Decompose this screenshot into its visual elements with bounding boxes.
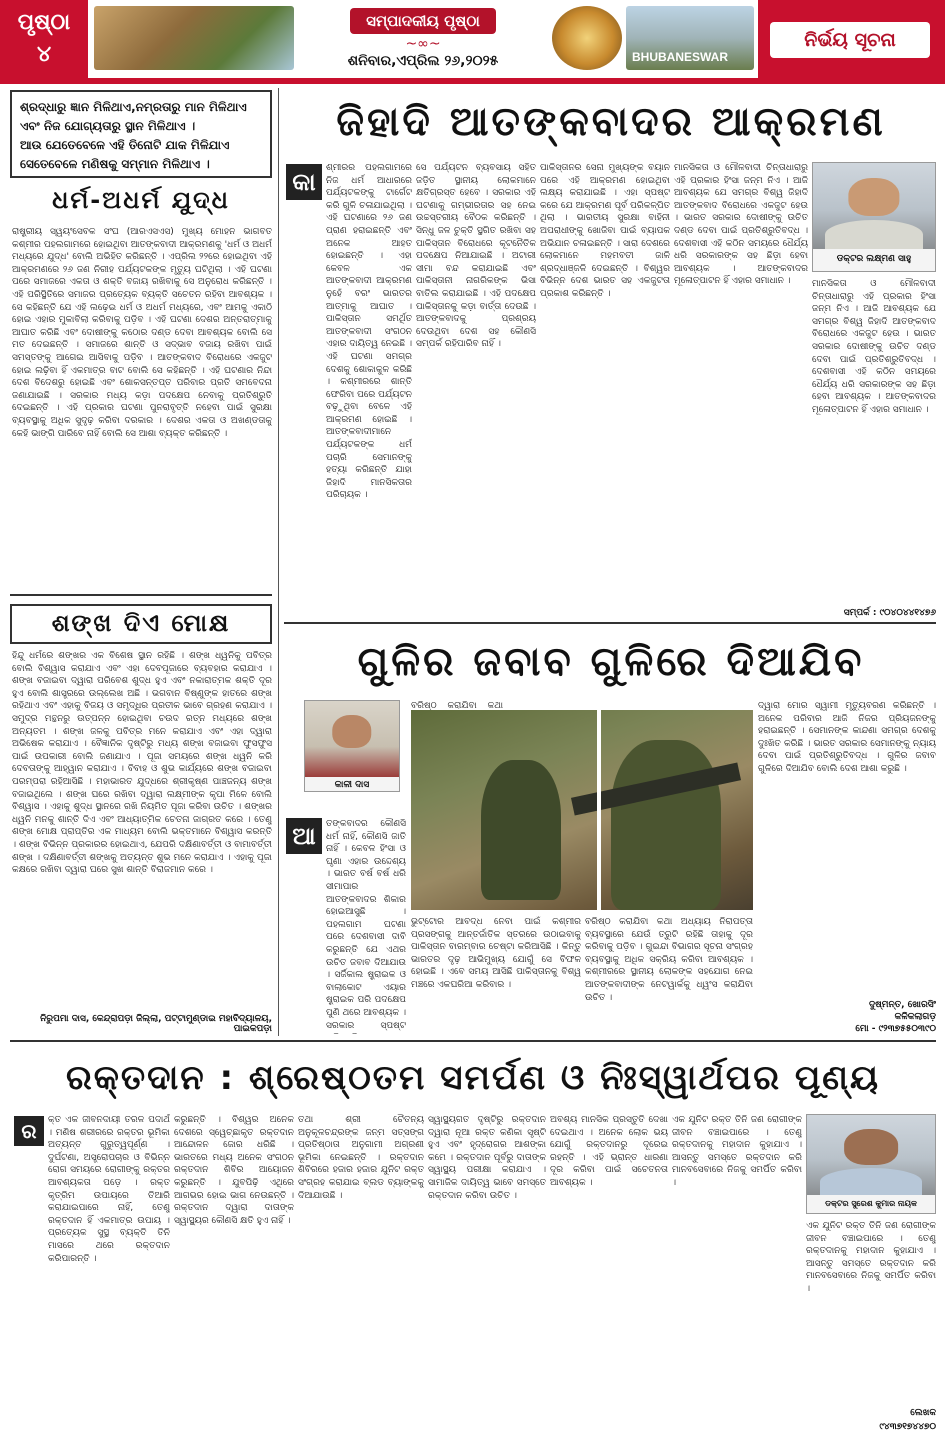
dharma-heading: ଧର୍ମ-ଅଧର୍ମ ଯୁଦ୍ଧ: [52, 186, 230, 214]
article3-col2: କରୁଛନ୍ତି । ବିଶ୍ୱର ଅନେକ ଦେଶରେ ସ୍ୱେଚ୍ଛାକୃତ ରକ୍ତଦାନ ଆନ୍ଦୋଳନ ଜୋର ଧରିଛି । ଭାରତରେ ମଧ୍ୟ ଅନେକ ସଂଗଠନ ରକ୍ତଦାନ ଶିବିର ଆୟୋଜନ କରୁଛନ୍ତି । ଯୁବପିଢ଼ି ଏଥିରେ ଆଗଭର ହୋଇ ଭାଗ ନେଉଛନ୍ତି । ରକ୍ତଦାନ ଦ୍ୱାରା ଦାତାଙ୍କ ସ୍ୱାସ୍ଥ୍ୟର କୌଣସି କ୍ଷତି ହୁଏ ନାହିଁ ।: [174, 1115, 294, 1226]
article3-col5: ଅବଶ୍ୟ ମାନସିକ ପ୍ରସ୍ତୁତି ଦେଖା ଦେଇଥାଏ । ଅନେକ ଲୋକ ଭୟ ଯୋଗୁଁ ରକ୍ତଦାନରୁ ଦୂରେଇ ରହନ୍ତି । ଏହି ଭ୍ରାନ୍ତ ଧାରଣା ଦୂର କରିବା ପାଇଁ ସଚେତନତା ଆବଶ୍ୟକ ।: [550, 1115, 668, 1188]
article3-col6: ଏକ ଯୁନିଟ ରକ୍ତ ତିନି ଜଣ ରୋଗୀଙ୍କ ଜୀବନ ବଞ୍ଚାଇପାରେ । ତେଣୁ ରକ୍ତଦାନକୁ ମହାଦାନ କୁହାଯାଏ । ଆସନ୍ତୁ ସମସ୍ତେ ରକ୍ତଦାନ କରି ମାନବସେବାରେ ନିଜକୁ ସମର୍ପିତ କରିବା ।: [672, 1115, 802, 1188]
header-image-city: [626, 6, 754, 70]
left-divider: [10, 594, 272, 596]
quote-line: ସେତେବେଳେ ମଣିଷକୁ ସମ୍ମାନ ମିଳିଥାଏ ।: [20, 157, 210, 171]
article2-photo: [411, 710, 753, 910]
article2-col3b: ବରିଷ୍ଠ କରାଯିବା କଥା ଅଧ୍ୟାୟ ନିରାପତ୍ତା ବ୍ୟବସ୍ଥାରେ ଯେଉଁ ତ୍ରୁଟି ରହିଛି ତାହାକୁ ଦୂର କରିବାକୁ ପଡ଼ିବ । ଗୁଇନ୍ଦା ବିଭାଗର ସୂଚନା ସଂଗ୍ରହ ବ୍ୟବସ୍ଥାକୁ ଅଧିକ ସକ୍ରିୟ କରିବା ଆବଶ୍ୟକ । କଶ୍ମୀରରେ ସ୍ଥାନୀୟ ଲୋକଙ୍କ ସହଯୋଗ ନେଇ ଆତଙ୍କବାଦୀଙ୍କ ନେଟୱାର୍କକୁ ଧ୍ୱଂସ କରାଯିବା ଉଚିତ ।: [585, 917, 753, 1003]
article1-col2: ସେ ପର୍ଯ୍ୟଟନ ବ୍ୟବସାୟ ସହିତ ଜଡ଼ିତ ସ୍ଥାନୀୟ ଲୋକମାନେ କ୍ଷତିଗ୍ରସ୍ତ ହେବେ । ସରକାର ଏହି ଘଟଣାକୁ ଗମ୍ଭୀରତାର ସହ ନେଇ ଉଚ୍ଚସ୍ତରୀୟ ବୈଠକ କରିଛନ୍ତି । ସିନ୍ଧୁ ଜଳ ଚୁକ୍ତି ସ୍ଥଗିତ ରଖିବା ସହ ପାକିସ୍ତାନ ବିରୋଧରେ କୂଟନୈତିକ ପଦକ୍ଷେପ ନିଆଯାଇଛି । ଅଟାରୀ ସୀମା ବନ୍ଦ କରାଯାଇଛି ଏବଂ ପାକିସ୍ତାନୀ ନାଗରିକଙ୍କ ଭିସା ବାତିଲ କରାଯାଇଛି । ଏହି ପଦକ୍ଷେପ ପାକିସ୍ତାନକୁ କଡ଼ା ବାର୍ତ୍ତା ଦେଉଛି । ଆତଙ୍କବାଦକୁ ପ୍ରଶ୍ରୟ ଦେଉଥିବା ଦେଶ ସହ କୌଣସି ସମ୍ପର୍କ ରହିପାରିବ ନାହିଁ ।: [416, 163, 536, 350]
article1-col3: ପାକିସ୍ତାନର ସେନା ମୁଖ୍ୟଙ୍କ ବୟାନ ପରେ ଏହି ଆକ୍ରମଣ ହୋଇଥିବା ଲକ୍ଷ୍ୟ କରାଯାଇଛି । ଏହା ସ୍ପଷ୍ଟ କରେ ଯେ ଆକ୍ରମଣ ପୂର୍ବ ପରିକଳ୍ପିତ ଥିଲା । ଭାରତୀୟ ସୁରକ୍ଷା ବାହିନୀ ଅପରାଧୀଙ୍କୁ ଖୋଜିବା ପାଇଁ ବ୍ୟାପକ ଅଭିଯାନ ଚଳାଇଛନ୍ତି । ସାରା ଦେଶରେ ଲୋକମାନେ ମହମବତୀ ଜାଳି ଶ୍ରଦ୍ଧାଞ୍ଜଳି ଦେଇଛନ୍ତି । ବିଶ୍ୱର ବିଭିନ୍ନ ଦେଶ ଭାରତ ସହ ଏକଜୁଟତା ପ୍ରକାଶ କରିଛନ୍ତି ।: [540, 163, 670, 299]
article3-col4: ସ୍ୱାସ୍ଥ୍ୟଗତ ଦୃଷ୍ଟିରୁ ରକ୍ତଦାନ ଦ୍ୱାରା ନୂଆ ରକ୍ତ କଣିକା ସୃଷ୍ଟି ହୁଏ ଏବଂ ହୃଦ୍‌ରୋଗର ଆଶଙ୍କା କମେ । ରକ୍ତଦାନ ପୂର୍ବରୁ ଦାତାଙ୍କ ସ୍ୱାସ୍ଥ୍ୟ ପରୀକ୍ଷା କରାଯାଏ । ସାମାଜିକ ଦାୟିତ୍ୱ ଭାବେ ସମସ୍ତେ ରକ୍ତଦାନ କରିବା ଉଚିତ ।: [428, 1115, 546, 1201]
article3-col3: ତଥା ଶ୍ରୀ ଚୈତନ୍ୟ ଅନୁକୂଳଚନ୍ଦ୍ରଙ୍କ ଜନ୍ମ ସତ୍ସଙ୍ଗ ପ୍ରତିଷ୍ଠାତା ଅନୁଗାମୀ ଅଗ୍ରଣୀ ଭୂମିକା ନେଇଛନ୍ତି । ରକ୍ତଦାନ ଶିବିରରେ ହଜାର ହଜାର ଯୁନିଟ ରକ୍ତ ସଂଗ୍ରହ କରାଯାଇ ବ୍ଲଡ ବ୍ୟାଙ୍କକୁ ଦିଆଯାଉଛି ।: [298, 1115, 424, 1201]
article1-col5: ମାନସିକତା ଓ ମୌଳବାଦୀ ଚିନ୍ତାଧାରାରୁ ଏହି ପ୍ରକାର ହିଂସା ଜନ୍ମ ନିଏ । ଆଜି ଆବଶ୍ୟକ ଯେ ସମଗ୍ର ବିଶ୍ୱ ଜିହାଦି ଆତଙ୍କବାଦ ବିରୋଧରେ ଏକଜୁଟ ହେଉ । ଭାରତ ସରକାର ଦୋଷୀଙ୍କୁ ଉଚିତ ଦଣ୍ଡ ଦେବା ପାଇଁ ପ୍ରତିଶ୍ରୁତିବଦ୍ଧ । ଦେଶବାସୀ ଏହି କଠିନ ସମୟରେ ଧୈର୍ଯ୍ୟ ଧରି ସରକାରଙ୍କ ସହ ଛିଡ଼ା ହେବା ଆବଶ୍ୟକ । ଆତଙ୍କବାଦର ମୂଳୋତ୍ପାଟନ ହିଁ ଏହାର ସମାଧାନ ।: [812, 279, 936, 415]
author-photo: [807, 1115, 935, 1195]
moksha-signature: ନିରୁପମା ଦାସ, କେନ୍ଦ୍ରାପଡ଼ା ଜିଲ୍ଲା, ପଟ୍ଟାମୁଣ୍ଡାଇ ମହାବିଦ୍ୟାଳୟ, ପାଇକପଡ଼ା: [40, 1014, 272, 1034]
article2-contact: ମୋ - ୯୨୩୭୫୫୦୩୯୦: [855, 1024, 936, 1034]
header-image-food: [552, 6, 622, 70]
article3-col1: କ୍ତ ଏକ ଜୀବନଦାୟୀ ତରଳ ପଦାର୍ଥ । ମଣିଷ ଶରୀରରେ ରକ୍ତର ଭୂମିକା ଅତ୍ୟନ୍ତ ଗୁରୁତ୍ୱପୂର୍ଣ୍ଣ । ଦୁର୍ଘଟଣା, ଅସ୍ତ୍ରୋପଚାର ଓ ବିଭିନ୍ନ ରୋଗ ସମୟରେ ରୋଗୀଙ୍କୁ ରକ୍ତର ଆବଶ୍ୟକତା ପଡ଼େ । ରକ୍ତ କୃତ୍ରିମ ଉପାୟରେ ତିଆରି କରାଯାଇପାରେ ନାହିଁ, ତେଣୁ ରକ୍ତଦାନ ହିଁ ଏକମାତ୍ର ଉପାୟ । ପ୍ରତ୍ୟେକ ସୁସ୍ଥ ବ୍ୟକ୍ତି ତିନି ମାସରେ ଥରେ ରକ୍ତଦାନ କରିପାରନ୍ତି ।: [48, 1115, 170, 1264]
moksha-heading: ଶଙ୍ଖ ଦିଏ ମୋକ୍ଷ: [10, 604, 272, 644]
article1-col4: ମାନସିକତା ଓ ମୌଳବାଦୀ ଚିନ୍ତାଧାରାରୁ ଏହି ପ୍ରକାର ହିଂସା ଜନ୍ମ ନିଏ । ଆଜି ଆବଶ୍ୟକ ଯେ ସମଗ୍ର ବିଶ୍ୱ ଜିହାଦି ଆତଙ୍କବାଦ ବିରୋଧରେ ଏକଜୁଟ ହେଉ । ଭାରତ ସରକାର ଦୋଷୀଙ୍କୁ ଉଚିତ ଦଣ୍ଡ ଦେବା ପାଇଁ ପ୍ରତିଶ୍ରୁତିବଦ୍ଧ । ଦେଶବାସୀ ଏହି କଠିନ ସମୟରେ ଧୈର୍ଯ୍ୟ ଧରି ସରକାରଙ୍କ ସହ ଛିଡ଼ା ହେବା ଆବଶ୍ୟକ । ଆତଙ୍କବାଦର ମୂଳୋତ୍ପାଟନ ହିଁ ଏହାର ସମାଧାନ ।: [674, 163, 808, 287]
article3-author-box: [806, 1114, 936, 1214]
brand-name: ନିର୍ଭୟ ସୂଚନା: [770, 22, 930, 58]
article-divider: [284, 622, 936, 624]
article1-col1: ଶ୍ମୀରର ପହଲଗାମରେ ନିଜ ଧର୍ମ ଆଧାରରେ ପର୍ଯ୍ୟଟକଙ୍କୁ ଟାର୍ଗେଟ କରି ଗୁଳି ଚଳାଯାଇଥିଲା । ଏହି ଘଟଣାରେ ୨୬ ଜଣ ପ୍ରାଣ ହରାଇଛନ୍ତି ଏବଂ ଅନେକ ଆହତ ହୋଇଛନ୍ତି । ଏହା କେବଳ ଏକ ଆତଙ୍କବାଦୀ ଆକ୍ରମଣ ନୁହେଁ ବରଂ ଭାରତର ଆତ୍ମାକୁ ଆଘାତ । ପାକିସ୍ତାନ ସମର୍ଥିତ ଆତଙ୍କବାଦୀ ସଂଗଠନ ଏହାର ଦାୟିତ୍ୱ ନେଇଛି । ଏହି ଘଟଣା ସମଗ୍ର ଦେଶକୁ ଶୋକାକୁଳ କରିଛି । କଶ୍ମୀରରେ ଶାନ୍ତି ଫେରିବା ପରେ ପର୍ଯ୍ୟଟନ ବଢ଼ୁଥିବା ବେଳେ ଏହି ଆକ୍ରମଣ ହୋଇଛି । ଆତଙ୍କବାଦୀମାନେ ପର୍ଯ୍ୟଟକଙ୍କ ଧର୍ମ ପଚାରି ସେମାନଙ୍କୁ ହତ୍ୟା କରିଛନ୍ତି ଯାହା ଜିହାଦି ମାନସିକତାର ପରିଚାୟକ ।: [326, 163, 412, 501]
author-name: ଡକ୍ଟର ସୁରେଶ କୁମାର ନାୟକ: [825, 1199, 917, 1208]
quote-line: ଏବଂ ନିଜ ଯୋଗ୍ୟତାରୁ ସ୍ଥାନ ମିଳିଥାଏ ।: [20, 119, 196, 133]
photo-caption: BHUBANESWAR: [632, 50, 728, 64]
article2-col4: ଦ୍ୱାରା ମୋର ସ୍ୱାମୀ ମୃତ୍ୟୁବରଣ କରିଛନ୍ତି । ଅନେକ ପରିବାର ଆଜି ନିଜର ପ୍ରିୟଜନଙ୍କୁ ହରାଇଛନ୍ତି । ସେମାନଙ୍କ କାନ୍ଦଣା ସମଗ୍ର ଦେଶକୁ ଦୁଃଖିତ କରିଛି । ଭାରତ ସରକାର ସେମାନଙ୍କୁ ନ୍ୟାୟ ଦେବା ପାଇଁ ପ୍ରତିଶ୍ରୁତିବଦ୍ଧ । ଗୁଳିର ଜବାବ ଗୁଳିରେ ଦିଆଯିବ ବୋଲି ଦେଶ ଆଶା କରୁଛି ।: [758, 701, 936, 774]
bottom-divider: [10, 1040, 936, 1042]
article2-author-box: [304, 700, 400, 792]
dharma-body: ରାଷ୍ଟ୍ରୀୟ ସ୍ୱୟଂସେବକ ସଂଘ (ଆରଏସଏସ) ମୁଖ୍ୟ ମୋହନ ଭାଗବତ କଶ୍ମୀର ପହଲଗାମରେ ହୋଇଥିବା ଆତଙ୍କବାଦୀ ଆକ୍ରମଣକୁ 'ଧର୍ମ ଓ ଅଧର୍ମ ମଧ୍ୟରେ ଯୁଦ୍ଧ' ବୋଲି ଅଭିହିତ କରିଛନ୍ତି । ଏପ୍ରିଲ ୨୨ରେ ହୋଇଥିବା ଏହି ଆକ୍ରମଣରେ ୨୬ ଜଣ ନିରୀହ ପର୍ଯ୍ୟଟକଙ୍କ ମୃତ୍ୟୁ ଘଟିଥିଲା । ଏହି ଘଟଣା ପରେ ସମାଜରେ ଏକତା ଓ ଶକ୍ତି ବଜାୟ ରଖିବାକୁ ସେ ଅନୁରୋଧ କରିଛନ୍ତି । ଏହି ପରିସ୍ଥିତିରେ ସମାଜର ପ୍ରତ୍ୟେକ ବ୍ୟକ୍ତି ସଚେତନ ରହିବା ଆବଶ୍ୟକ । ସେ କହିଛନ୍ତି ଯେ ଏହି ଲଢ଼େଇ ଧର୍ମ ଓ ଅଧର୍ମ ମଧ୍ୟରେ, ଏବଂ ଆମକୁ ଏକାଠି ହୋଇ ଏହାର ମୁକାବିଲା କରିବାକୁ ପଡ଼ିବ । ଏହି ଘଟଣା ଦେଶର ଅନ୍ତରାତ୍ମାକୁ ଆଘାତ କରିଛି ଏବଂ ଦୋଷୀଙ୍କୁ କଠୋର ଦଣ୍ଡ ଦେବା ଆବଶ୍ୟକ ବୋଲି ସେ ମତ ଦେଇଛନ୍ତି । ସମାଜରେ ଶାନ୍ତି ଓ ସଦ୍ଭାବ ବଜାୟ ରଖିବା ପାଇଁ ସମସ୍ତଙ୍କୁ ଆଗେଇ ଆସିବାକୁ ପଡ଼ିବ । ଆତଙ୍କବାଦ ବିରୋଧରେ ଏକଜୁଟ ହୋଇ ଲଢ଼ିବା ହିଁ ଏକମାତ୍ର ବାଟ ବୋଲି ସେ କହିଛନ୍ତି । ଏହି ଘଟଣାର ନିନ୍ଦା ଦେଶ ବିଦେଶରୁ ହୋଇଛି ଏବଂ ଶୋକସନ୍ତପ୍ତ ପରିବାର ପ୍ରତି ସମବେଦନା ଜଣାଯାଇଛି । ସରକାର ମଧ୍ୟ କଡ଼ା ପଦକ୍ଷେପ ନେବାକୁ ପ୍ରତିଶ୍ରୁତି ଦେଇଛନ୍ତି । ଏହି ପ୍ରକାର ଘଟଣା ପୁନରାବୃତ୍ତି ନହେବା ପାଇଁ ସୁରକ୍ଷା ବ୍ୟବସ୍ଥାକୁ ଅଧିକ ସୁଦୃଢ଼ କରିବା ଦରକାର । ଦେଶର ଏକତା ଓ ଅଖଣ୍ଡତାକୁ କେହି ଭାଙ୍ଗି ପାରିବେ ନାହିଁ ବୋଲି ସେ ଆଶା ବ୍ୟକ୍ତ କରିଛନ୍ତି ।: [12, 227, 272, 439]
quote-line: ଶ୍ରଦ୍ଧାରୁ ଜ୍ଞାନ ମିଳିଥାଏ,ନମ୍ରତାରୁ ମାନ ମିଳିଥାଏ: [20, 100, 247, 114]
article3-dropcap: ର: [14, 1116, 44, 1146]
article1-author-box: [812, 162, 936, 272]
article1-headline: ଜିହାଦି ଆତଙ୍କବାଦର ଆକ୍ରମଣ: [336, 99, 886, 145]
moksha-body: ହିନ୍ଦୁ ଧର୍ମରେ ଶଙ୍ଖର ଏକ ବିଶେଷ ସ୍ଥାନ ରହିଛି । ଶଙ୍ଖ ଧ୍ୱନିକୁ ପବିତ୍ର ବୋଲି ବିଶ୍ୱାସ କରାଯାଏ ଏବଂ ଏହା ଦେବପୂଜାରେ ବ୍ୟବହାର କରାଯାଏ । ଶଙ୍ଖ ବଜାଇବା ଦ୍ୱାରା ପରିବେଶ ଶୁଦ୍ଧ ହୁଏ ଏବଂ ନକାରାତ୍ମକ ଶକ୍ତି ଦୂର ହୁଏ ବୋଲି ଶାସ୍ତ୍ରରେ ଉଲ୍ଲେଖ ଅଛି । ଭଗବାନ ବିଷ୍ଣୁଙ୍କ ହାତରେ ଶଙ୍ଖ ରହିଥାଏ ଏବଂ ଏହାକୁ ବିଜୟ ଓ ସମୃଦ୍ଧିର ପ୍ରତୀକ ଭାବେ ଗ୍ରହଣ କରାଯାଏ । ସମୁଦ୍ର ମନ୍ଥନରୁ ଉତ୍ପନ୍ନ ହୋଇଥିବା ଚଉଦ ରତ୍ନ ମଧ୍ୟରେ ଶଙ୍ଖ ଅନ୍ୟତମ । ଶଙ୍ଖ ଜଳକୁ ପବିତ୍ର ମନେ କରାଯାଏ ଏବଂ ଏହା ଦ୍ୱାରା ଅଭିଷେକ କରାଯାଏ । ବୈଜ୍ଞାନିକ ଦୃଷ୍ଟିରୁ ମଧ୍ୟ ଶଙ୍ଖ ବଜାଇବା ଫୁସଫୁସ ପାଇଁ ଉପକାରୀ ବୋଲି ଜଣାଯାଏ । ପୂଜା ସମୟରେ ଶଙ୍ଖ ଧ୍ୱନି କରି ଦେବତାଙ୍କୁ ଆହ୍ୱାନ କରାଯାଏ । ବିବାହ ଓ ଶୁଭ କାର୍ଯ୍ୟରେ ଶଙ୍ଖ ବଜାଇବା ପରମ୍ପରା ରହିଆସିଛି । ମହାଭାରତ ଯୁଦ୍ଧରେ ଶ୍ରୀକୃଷ୍ଣ ପାଞ୍ଚଜନ୍ୟ ଶଙ୍ଖ ବଜାଇଥିଲେ । ଶଙ୍ଖ ଘରେ ରଖିବା ଦ୍ୱାରା ଲକ୍ଷ୍ମୀଙ୍କ କୃପା ମିଳେ ବୋଲି ବିଶ୍ୱାସ । ଏହାକୁ ଶୁଦ୍ଧ ସ୍ଥାନରେ ରଖି ନିୟମିତ ପୂଜା କରିବା ଉଚିତ । ଶଙ୍ଖର ଧ୍ୱନି ମନକୁ ଶାନ୍ତି ଦିଏ ଏବଂ ଆଧ୍ୟାତ୍ମିକ ଚେତନା ଜାଗ୍ରତ କରେ । ତେଣୁ ଶଙ୍ଖ ମୋକ୍ଷ ପ୍ରାପ୍ତିର ଏକ ମାଧ୍ୟମ ବୋଲି ଭକ୍ତମାନେ ବିଶ୍ୱାସ କରନ୍ତି । ଶଙ୍ଖ ବିଭିନ୍ନ ପ୍ରକାରର ହୋଇଥାଏ, ଯେପରି ଦକ୍ଷିଣାବର୍ତ୍ତୀ ଓ ବାମାବର୍ତ୍ତୀ ଶଙ୍ଖ । ଦକ୍ଷିଣାବର୍ତ୍ତୀ ଶଙ୍ଖକୁ ଅତ୍ୟନ୍ତ ଶୁଭ ମନେ କରାଯାଏ । ଏହାକୁ ପୂଜା କକ୍ଷରେ ରଖିବା ଦ୍ୱାରା ଘରେ ସୁଖ ଶାନ୍ତି ବିରାଜମାନ କରେ ।: [12, 651, 272, 876]
ornament: ~∞~: [405, 36, 441, 52]
article2-dropcap: ଆ: [286, 818, 322, 854]
author-name: ଡକ୍ଟର ଲକ୍ଷ୍ମଣ ସାହୁ: [836, 254, 912, 264]
page-number: ୪: [36, 42, 52, 67]
quote-line: ଆଉ ଯେତେବେଳେ ଏହି ତିନୋଟି ଯାକ ମିଳିଯାଏ: [20, 138, 230, 152]
page-label: ପୃଷ୍ଠା: [17, 10, 71, 35]
article2-col2: ବରିଷ୍ଠ କରାଯିବା କଥା: [411, 701, 503, 710]
brand-block: [758, 0, 945, 78]
article2-headline: ଗୁଳିର ଜବାବ ଗୁଳିରେ ଦିଆଯିବ: [357, 639, 865, 685]
issue-date: ଶନିବାର,ଏପ୍ରିଲ ୨୬,୨୦୨୫: [347, 53, 499, 69]
article3-signature: ଲେଖକ: [910, 1408, 936, 1418]
author-photo: [305, 701, 399, 777]
section-title: ସମ୍ପାଦକୀୟ ପୃଷ୍ଠା: [350, 8, 496, 34]
author-photo: [813, 163, 935, 249]
article3-col7: ଏକ ଯୁନିଟ ରକ୍ତ ତିନି ଜଣ ରୋଗୀଙ୍କ ଜୀବନ ବଞ୍ଚାଇପାରେ । ତେଣୁ ରକ୍ତଦାନକୁ ମହାଦାନ କୁହାଯାଏ । ଆସନ୍ତୁ ସମସ୍ତେ ରକ୍ତଦାନ କରି ମାନବସେବାରେ ନିଜକୁ ସମର୍ପିତ କରିବା ।: [806, 1221, 936, 1294]
article2-col3: ଭୁଟ୍ଟୋର ଆବଦ୍ଧ ନେବା ପାଇଁ କଶ୍ମୀର ପ୍ରସଙ୍ଗକୁ ଆନ୍ତର୍ଜାତିକ ସ୍ତରରେ ଉଠାଇବାକୁ ପାକିସ୍ତାନ ବାରମ୍ବାର ଚେଷ୍ଟା କରିଆସିଛି । କିନ୍ତୁ ଭାରତର ଦୃଢ଼ ଆଭିମୁଖ୍ୟ ଯୋଗୁଁ ସେ ବିଫଳ ହୋଇଛି । ଏବେ ସମୟ ଆସିଛି ପାକିସ୍ତାନକୁ ବିଶ୍ୱ ମଞ୍ଚରେ ଏକଘରିଆ କରିବାର ।: [411, 917, 581, 990]
header-image-left: [94, 6, 294, 70]
article2-signature-place: କଳିକଲାଗଡ଼: [894, 1012, 936, 1022]
article1-contact: ସମ୍ପର୍କ : ୯୦୪୦୪୪୧୪୭୬: [843, 608, 936, 618]
article1-dropcap: କା: [286, 164, 322, 200]
author-name: କାଳୀ ଦାସ: [334, 780, 370, 790]
article3-headline: ରକ୍ତଦାନ : ଶ୍ରେଷ୍ଠତମ ସମର୍ପଣ ଓ ନିଃସ୍ୱାର୍ଥପର ପୂଣ୍ୟ: [65, 1058, 881, 1098]
header-rule: [0, 78, 945, 84]
quote-box: [10, 90, 272, 178]
article3-contact: ୯୪୩୭୧୭୪୪୭୦: [879, 1422, 936, 1432]
section-banner: [298, 0, 548, 78]
page-number-badge: [0, 0, 88, 78]
article2-col1: ତଙ୍କବାଦର କୌଣସି ଧର୍ମ ନାହିଁ, କୌଣସି ଜାତି ନାହିଁ । କେବଳ ହିଂସା ଓ ଘୃଣା ଏହାର ଉଦ୍ଦେଶ୍ୟ । ଭାରତ ବର୍ଷ ବର୍ଷ ଧରି ସୀମାପାର ଆତଙ୍କବାଦର ଶିକାର ହୋଇଆସୁଛି । ପହଲଗାମ ଘଟଣା ପରେ ଦେଶବାସୀ ଦାବି କରୁଛନ୍ତି ଯେ ଏଥର ଉଚିତ ଜବାବ ଦିଆଯାଉ । ସର୍ଜିକାଲ ଷ୍ଟ୍ରାଇକ ଓ ବାଲାକୋଟ ଏୟାର ଷ୍ଟ୍ରାଇକ ପରି ପଦକ୍ଷେପ ପୁଣି ଥରେ ଆବଶ୍ୟକ । ସରକାର ସ୍ପଷ୍ଟ: [326, 819, 406, 1031]
article2-signature-name: ଦୁଷ୍ମନ୍ତ, ଖୋରସିଂ: [868, 1000, 936, 1010]
column-rule: [278, 88, 279, 1036]
